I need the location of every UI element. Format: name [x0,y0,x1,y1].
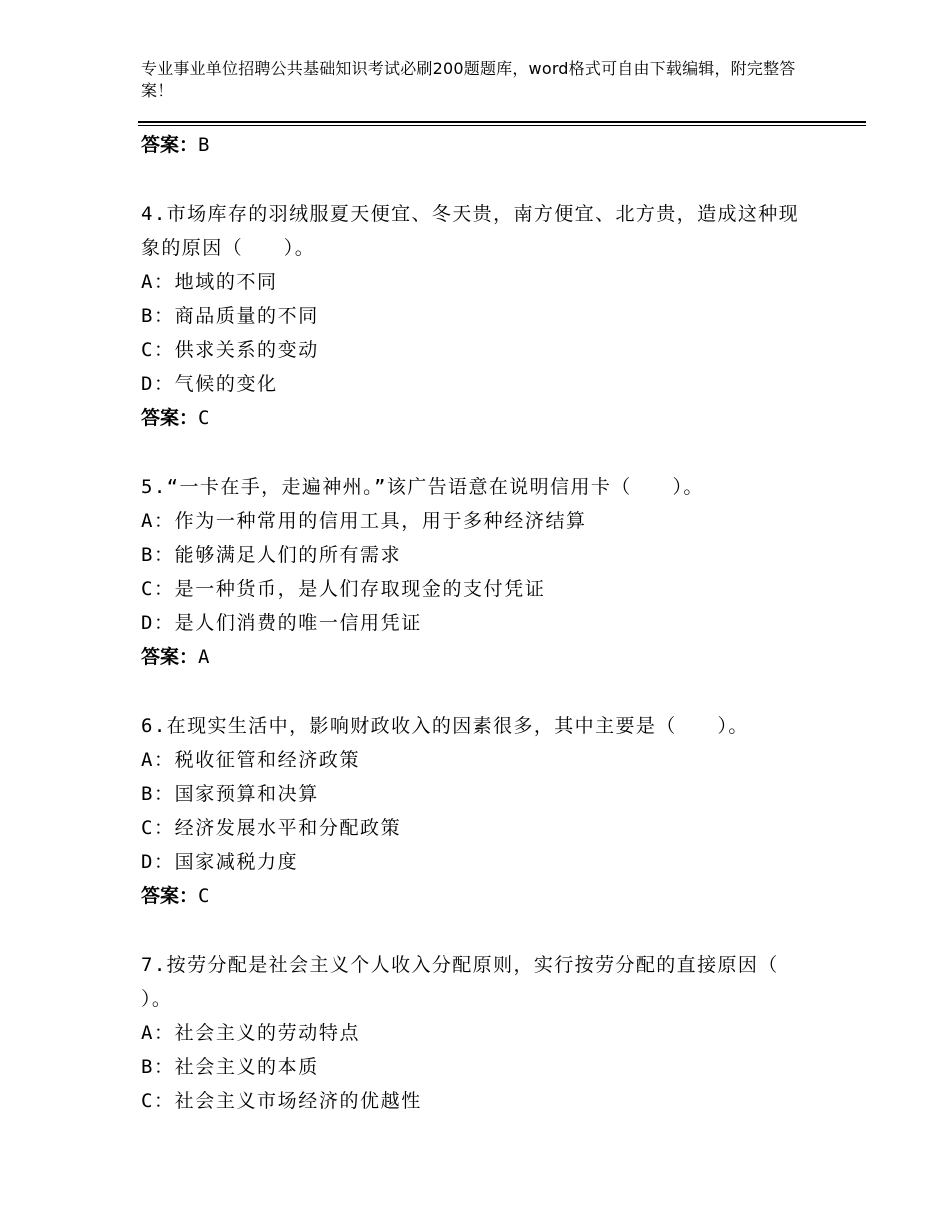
answer-line [141,879,841,913]
option-a: A：地域的不同 [141,271,278,293]
header-divider-thin [138,125,866,126]
option-a: A：作为一种常用的信用工具，用于多种经济结算 [141,510,587,532]
option-d: D：是人们消费的唯一信用凭证 [141,612,422,634]
spacer [141,162,841,197]
option-c: C：是一种货币，是人们存取现金的支付凭证 [141,578,546,600]
question-block [141,709,841,913]
option-a: A：税收征管和经济政策 [141,749,361,771]
answer-value: C [198,885,210,907]
spacer [141,674,841,709]
question-stem: 4.市场库存的羽绒服夏天便宜、冬天贵，南方便宜、北方贵，造成这种现象的原因（ ）。 [141,203,800,259]
header-divider [138,121,866,123]
option-d: D：气候的变化 [141,373,278,395]
answer-value: A [198,646,210,668]
option-b: B：国家预算和决算 [141,783,319,805]
option-a: A：社会主义的劳动特点 [141,1022,361,1044]
option-c: C：经济发展水平和分配政策 [141,817,402,839]
answer-label: 答案： [141,885,199,907]
answer-value: C [198,407,210,429]
spacer [141,913,841,948]
answer-label: 答案： [141,407,199,429]
option-b: B：商品质量的不同 [141,305,319,327]
answer-value: B [198,134,210,156]
option-c: C：社会主义市场经济的优越性 [141,1090,422,1112]
option-d: D：国家减税力度 [141,851,299,873]
answer-label: 答案： [141,646,199,668]
answer-line [141,640,841,674]
question-block [141,948,841,1118]
option-b: B：能够满足人们的所有需求 [141,544,402,566]
option-b: B：社会主义的本质 [141,1056,319,1078]
question-block [141,470,841,674]
answer-label: 答案： [141,134,199,156]
question-stem: 7.按劳分配是社会主义个人收入分配原则，实行按劳分配的直接原因（ ）。 [141,954,779,1010]
question-stem: 6.在现实生活中，影响财政收入的因素很多，其中主要是（ ）。 [141,715,749,737]
question-list [141,128,841,1118]
option-c: C：供求关系的变动 [141,339,319,361]
question-block [141,197,841,435]
question-stem: 5.“一卡在手，走遍神州。”该广告语意在说明信用卡（ ）。 [141,476,704,498]
answer-line [141,401,841,435]
spacer [141,435,841,470]
answer-line [141,128,841,162]
page-header: 专业事业单位招聘公共基础知识考试必刷200题题库，word格式可自由下载编辑，附完整答案！ [141,59,796,100]
